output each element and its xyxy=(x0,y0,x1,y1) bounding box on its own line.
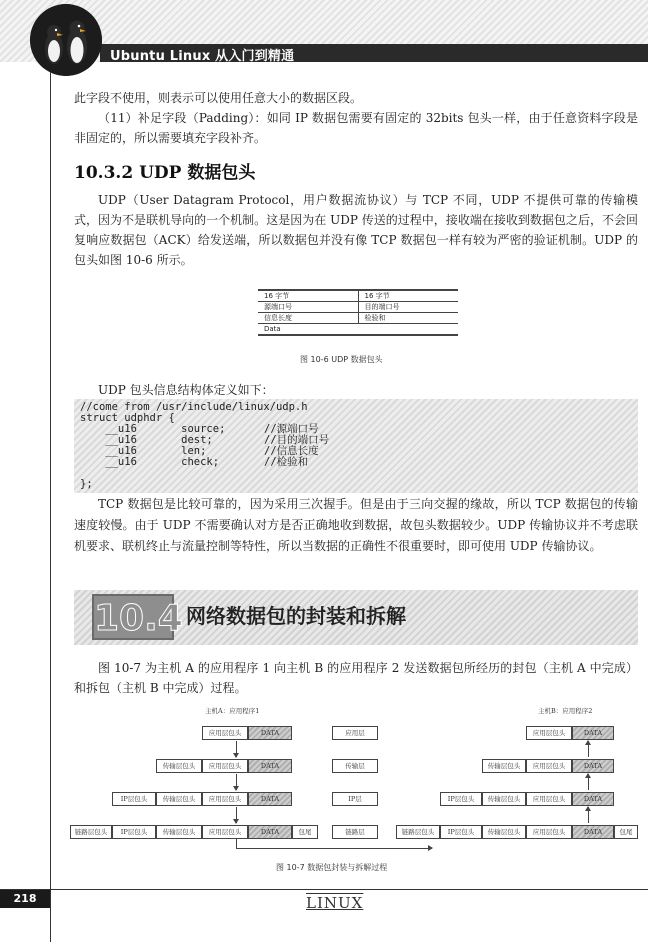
transport-header-box: 传输层包头 xyxy=(482,792,526,806)
app-header-box: 应用层包头 xyxy=(526,792,572,806)
trailer-box: 包尾 xyxy=(292,825,318,839)
down-arrow-icon xyxy=(236,741,237,757)
linux-logo: LINUX xyxy=(306,894,364,912)
code-line: __u16 source; xyxy=(80,423,226,435)
figure-cell: 检验和 xyxy=(358,313,459,323)
up-arrow-icon xyxy=(588,774,589,790)
code-line: __u16 dest; xyxy=(80,434,213,446)
figure-10-6-caption: 图 10-6 UDP 数据包头 xyxy=(300,355,383,364)
encapsulation-diagram xyxy=(0,700,648,860)
data-box: DATA xyxy=(572,792,614,806)
app-header-box: 应用层包头 xyxy=(202,792,248,806)
encapsulation-paragraph: 图 10-7 为主机 A 的应用程序 1 向主机 B 的应用程序 2 发送数据包所经历的封包（主机 A 中完成）和拆包（主机 B 中完成）过程。 xyxy=(74,661,638,695)
figure-row xyxy=(258,324,458,336)
book-title: Ubuntu Linux 从入门到精通 xyxy=(110,49,295,64)
code-block xyxy=(74,399,638,493)
ip-header-box: IP层包头 xyxy=(112,792,156,806)
footer-rule xyxy=(0,889,648,890)
book-title-bar xyxy=(100,44,648,62)
transmission-arrow-icon xyxy=(236,848,432,849)
connector-line xyxy=(236,839,237,848)
layer-box: IP层 xyxy=(332,792,378,806)
app-header-box: 应用层包头 xyxy=(526,759,572,773)
app-header-box: 应用层包头 xyxy=(202,726,248,740)
layer-box: 应用层 xyxy=(332,726,378,740)
transport-header-box: 传输层包头 xyxy=(156,825,202,839)
figure-cell: 目的端口号 xyxy=(358,302,459,312)
figure-row xyxy=(258,313,458,324)
data-box: DATA xyxy=(248,825,292,839)
trailer-box: 包尾 xyxy=(614,825,638,839)
app-header-box: 应用层包头 xyxy=(202,759,248,773)
figure-cell: 16 字节 xyxy=(264,292,290,300)
down-arrow-icon xyxy=(236,774,237,790)
page-number: 218 xyxy=(0,890,50,908)
app-header-box: 应用层包头 xyxy=(526,825,572,839)
ip-header-box: IP层包头 xyxy=(112,825,156,839)
data-box: DATA xyxy=(248,759,292,773)
code-comment: //信息长度 xyxy=(264,445,319,457)
udp-header-figure xyxy=(258,289,458,336)
penguin-logo-icon xyxy=(30,4,102,76)
ip-header-box: IP层包头 xyxy=(440,825,482,839)
app-header-box: 应用层包头 xyxy=(526,726,572,740)
code-comment: //检验和 xyxy=(264,456,309,468)
data-box: DATA xyxy=(248,792,292,806)
down-arrow-icon xyxy=(236,807,237,823)
figure-cell: 16 字节 xyxy=(358,291,459,301)
layer-box: 链路层 xyxy=(332,825,378,839)
link-header-box: 链路层包头 xyxy=(396,825,440,839)
link-header-box: 链路层包头 xyxy=(70,825,112,839)
code-line: }; xyxy=(80,478,93,490)
figure-row xyxy=(258,289,458,302)
transport-header-box: 传输层包头 xyxy=(156,759,202,773)
figure-cell: Data xyxy=(264,325,281,333)
host-b-label: 主机B：应用程序2 xyxy=(538,707,593,715)
code-line: __u16 len; xyxy=(80,445,207,457)
ip-header-box: IP层包头 xyxy=(440,792,482,806)
layer-box: 传输层 xyxy=(332,759,378,773)
figure-cell: 信息长度 xyxy=(264,314,292,322)
code-comment: //目的端口号 xyxy=(264,434,330,446)
transport-header-box: 传输层包头 xyxy=(482,759,526,773)
up-arrow-icon xyxy=(588,741,589,757)
code-comment: //源端口号 xyxy=(264,423,319,435)
section-number: 10.4 xyxy=(92,594,174,640)
host-a-label: 主机A：应用程序1 xyxy=(205,707,260,715)
section-title: 网络数据包的封装和拆解 xyxy=(186,604,406,628)
data-box: DATA xyxy=(248,726,292,740)
section-heading-10-3-2: 10.3.2 UDP 数据包头 xyxy=(74,163,256,183)
tcp-udp-paragraph: TCP 数据包是比较可靠的，因为采用三次握手。但是由于三向交握的缘故，所以 TCP 数据包的传输速度较慢。由于 UDP 不需要确认对方是否正确地收到数据，故包头数据较少。UDP 传输协议并不考虑联机要求、联机终止与流量控制等特性，所以当数据的正确性不很重要时，即可使用 UDP 传输协议。 xyxy=(74,497,638,553)
intro-paragraph-1: 此字段不使用，则表示可以使用任意大小的数据区段。 xyxy=(74,91,363,105)
code-line: struct udphdr { xyxy=(80,412,175,424)
intro-paragraph-2: （11）补足字段（Padding）：如同 IP 数据包需要有固定的 32bits 包头一样，由于任意资料字段是非固定的，所以需要填充字段补齐。 xyxy=(74,111,638,145)
transport-header-box: 传输层包头 xyxy=(156,792,202,806)
figure-row xyxy=(258,302,458,313)
app-header-box: 应用层包头 xyxy=(202,825,248,839)
figure-cell: 源端口号 xyxy=(264,303,292,311)
data-box: DATA xyxy=(572,825,614,839)
udp-intro-paragraph: UDP（User Datagram Protocol，用户数据流协议）与 TCP 不同，UDP 不提供可靠的传输模式，因为不是联机导向的一个机制。这是因为在 UDP 传送的过程中，接收端在接收到数据包之后，不会回复响应数据包（ACK）给发送端，所以数据包并没有像 TCP 数据包一样有较为严密的验证机制。UDP 的包头如图 10-6 所示。 xyxy=(74,193,638,267)
data-box: DATA xyxy=(572,726,614,740)
data-box: DATA xyxy=(572,759,614,773)
code-line: //come from /usr/include/linux/udp.h xyxy=(80,401,308,413)
code-line: __u16 check; xyxy=(80,456,220,468)
struct-intro: UDP 包头信息结构体定义如下： xyxy=(98,383,274,397)
up-arrow-icon xyxy=(588,807,589,823)
figure-10-7-caption: 图 10-7 数据包封装与拆解过程 xyxy=(276,863,388,872)
transport-header-box: 传输层包头 xyxy=(482,825,526,839)
